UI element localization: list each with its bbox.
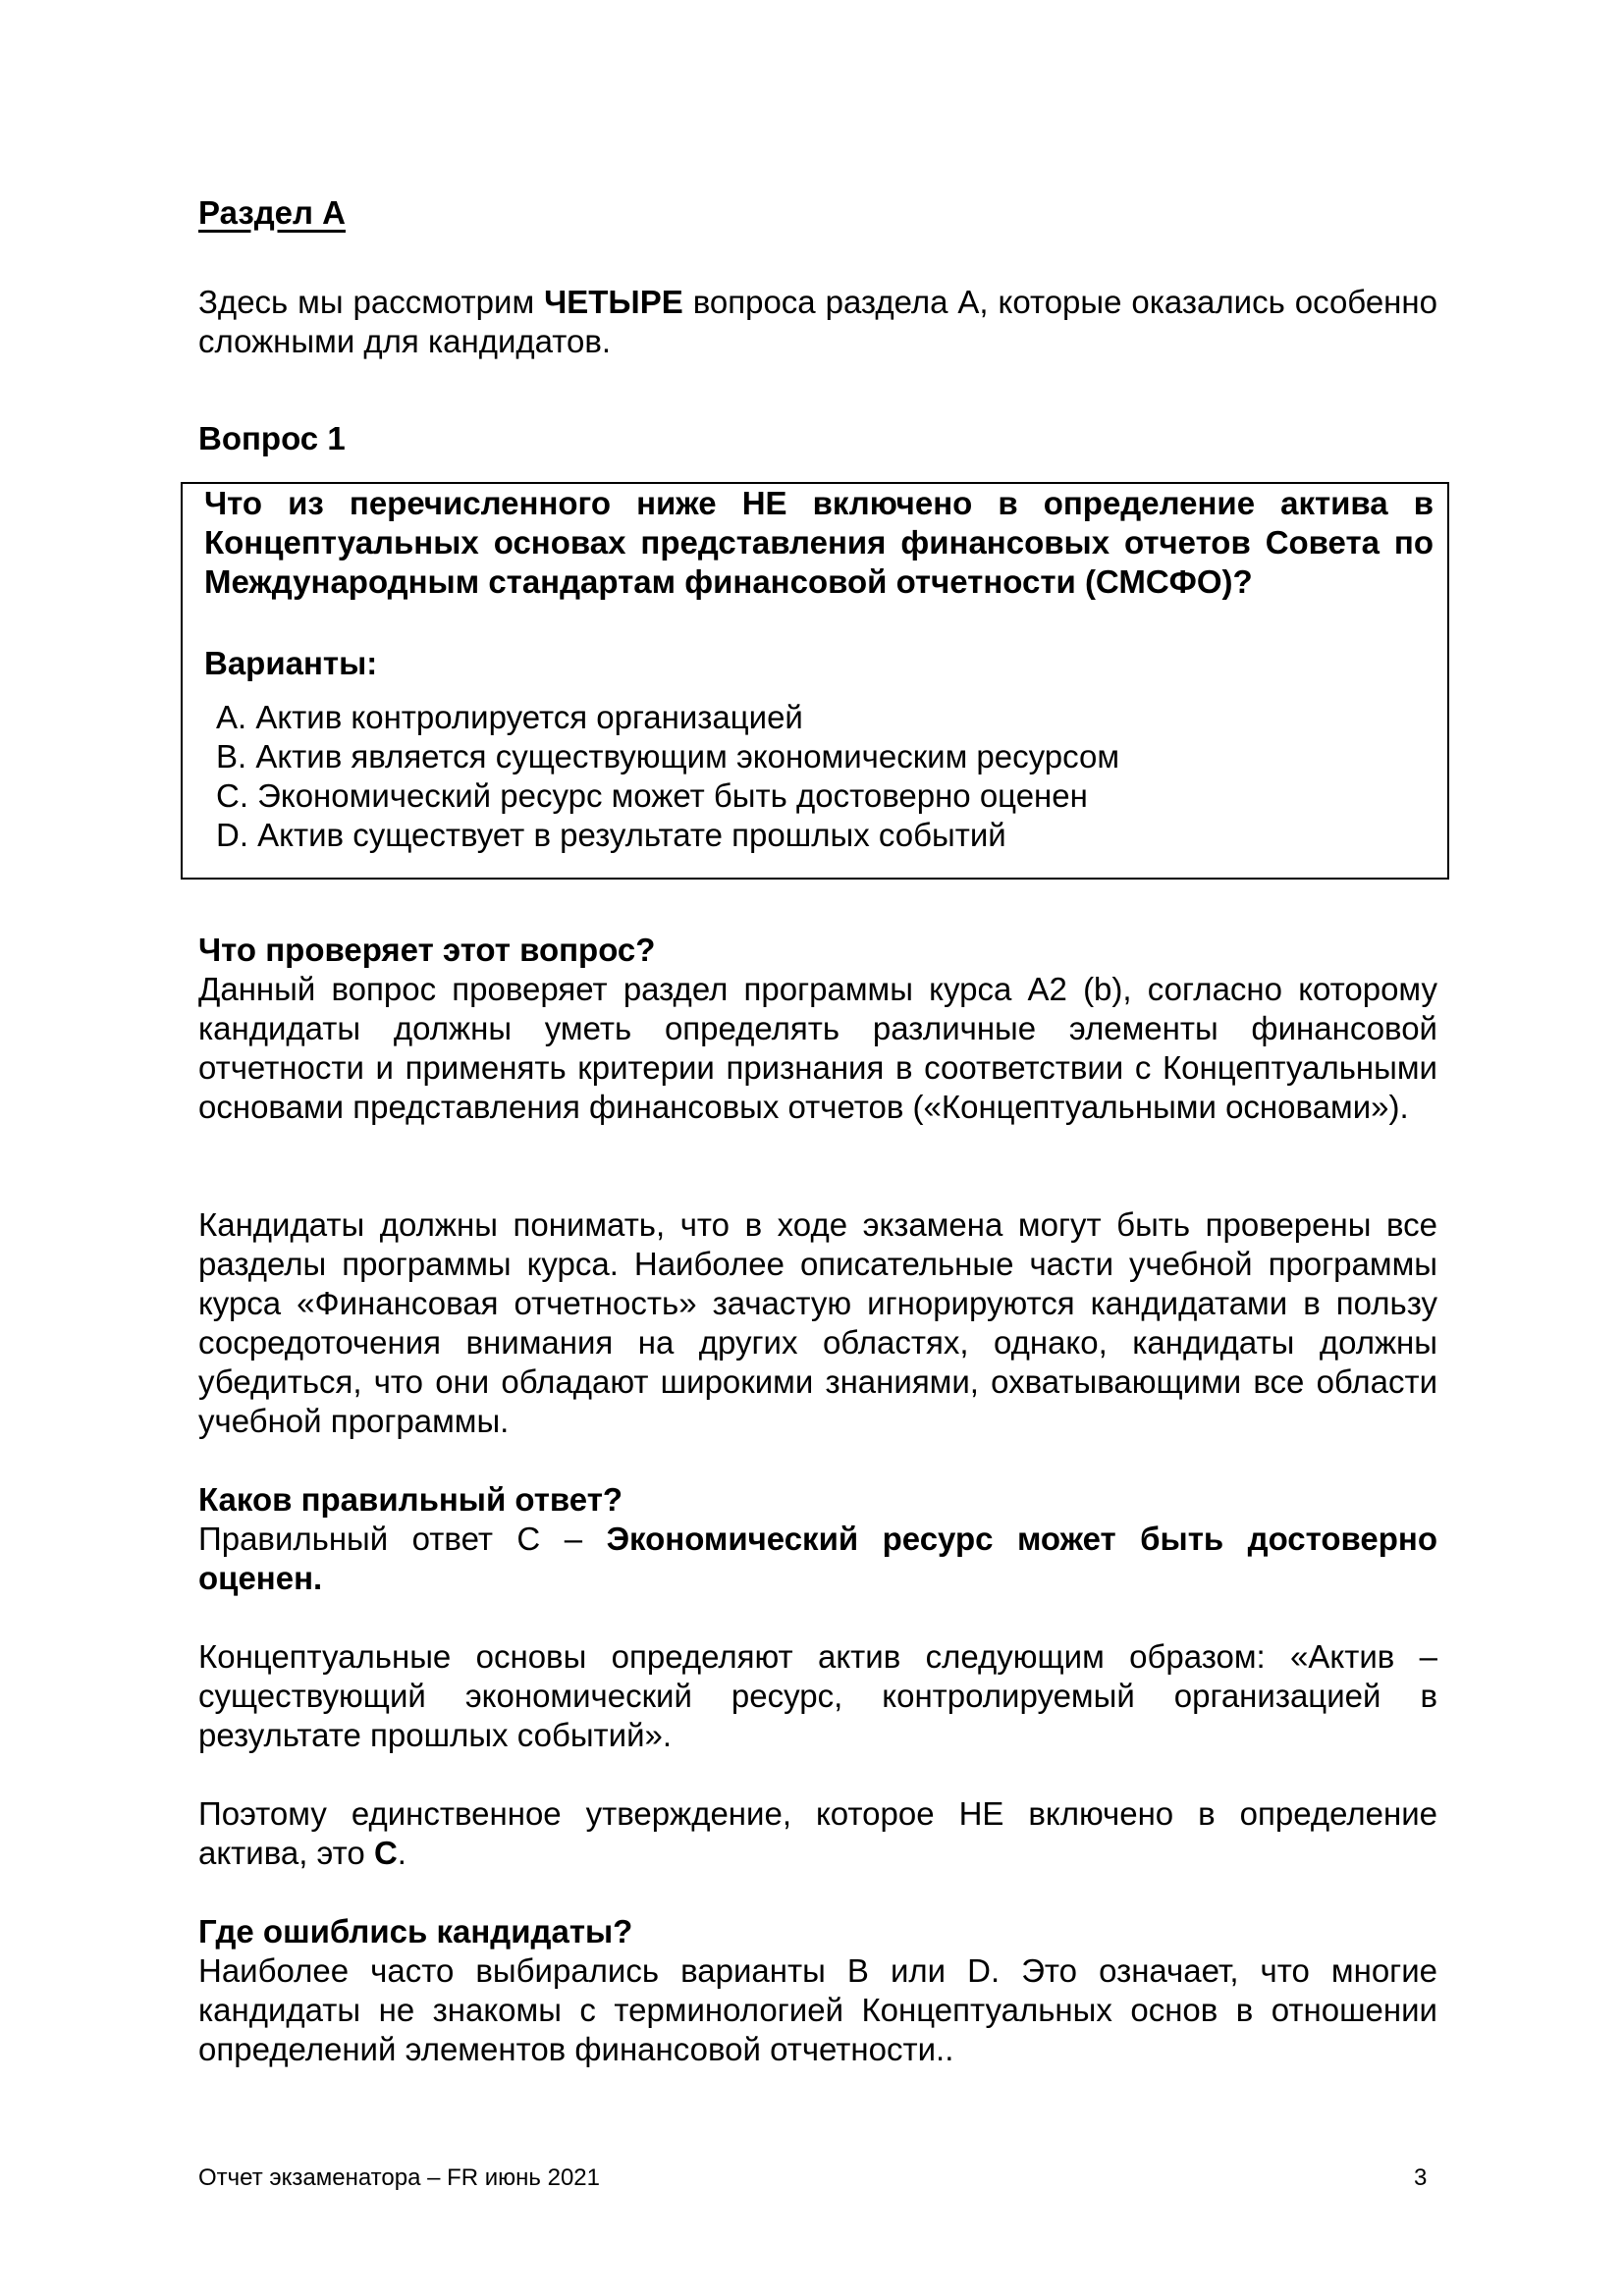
answer-lead bbox=[198, 1520, 1437, 1598]
question-box bbox=[181, 482, 1449, 880]
mistakes-paragraph: Наиболее часто выбирались варианты B или D. Это означает, что многие кандидаты не знакомы с терминологией Концептуальных основ в отношении определений элементов финансовой отчетности.. bbox=[198, 1952, 1437, 2067]
answer-lead-text: Правильный ответ С – bbox=[198, 1521, 607, 1557]
answer-p2-before: Поэтому единственное утверждение, которое НЕ включено в определение актива, это bbox=[198, 1795, 1437, 1871]
answer-paragraph-2 bbox=[198, 1794, 1437, 1873]
tests-paragraph-1: Данный вопрос проверяет раздел программы курса A2 (b), согласно которому кандидаты должны уметь определять различные элементы финансовой отчетности и применять критерии признания в соответствии с Концептуальными основами представления финансовых отчетов («Концептуальными основами»). bbox=[198, 971, 1437, 1125]
mistakes-heading: Где ошиблись кандидаты? bbox=[198, 1913, 633, 1949]
answer-p2-bold: С bbox=[373, 1835, 398, 1871]
intro-text-before: Здесь мы рассмотрим bbox=[198, 284, 545, 320]
answer-bold: Экономический ресурс может быть достоверно оценен. bbox=[198, 1521, 1437, 1596]
question-label: Вопрос 1 bbox=[198, 420, 346, 456]
options-list bbox=[216, 698, 1119, 855]
question-text: Что из перечисленного ниже НЕ включено в определение актива в Концептуальных основах представления финансовых отчетов Совета по Международным стандартам финансовой отчетности (СМСФО)? bbox=[204, 485, 1434, 600]
intro-text-after: вопроса раздела А, которые оказались особенно сложными для кандидатов. bbox=[198, 284, 1437, 359]
page-number: 3 bbox=[1414, 2164, 1428, 2191]
option-d: D. Актив существует в результате прошлых событий bbox=[216, 817, 1006, 853]
answer-p2-after: . bbox=[397, 1835, 406, 1871]
intro-paragraph bbox=[198, 283, 1437, 361]
options-label: Варианты: bbox=[204, 645, 378, 681]
section-title: Раздел А bbox=[198, 194, 346, 231]
answer-paragraph-1: Концептуальные основы определяют актив следующим образом: «Актив – существующий экономический ресурс, контролируемый организацией в результате прошлых событий». bbox=[198, 1638, 1437, 1753]
tests-paragraph-2: Кандидаты должны понимать, что в ходе экзамена могут быть проверены все разделы программы курса. Наиболее описательные части учебной программы курса «Финансовая отчетность» зачастую игнорируются кандидатами в пользу сосредоточения внимания на других областях, однако, кандидаты должны убедиться, что они обладают широкими знаниями, охватывающими все области учебной программы. bbox=[198, 1206, 1437, 1439]
option-b: B. Актив является существующим экономическим ресурсом bbox=[216, 738, 1120, 774]
option-c: C. Экономический ресурс может быть достоверно оценен bbox=[216, 777, 1088, 814]
footer-title: Отчет экзаменатора – FR июнь 2021 bbox=[198, 2164, 600, 2191]
tests-heading: Что проверяет этот вопрос? bbox=[198, 932, 656, 968]
answer-heading: Каков правильный ответ? bbox=[198, 1481, 623, 1518]
option-a: A. Актив контролируется организацией bbox=[216, 699, 803, 735]
intro-bold: ЧЕТЫРЕ bbox=[544, 284, 683, 320]
